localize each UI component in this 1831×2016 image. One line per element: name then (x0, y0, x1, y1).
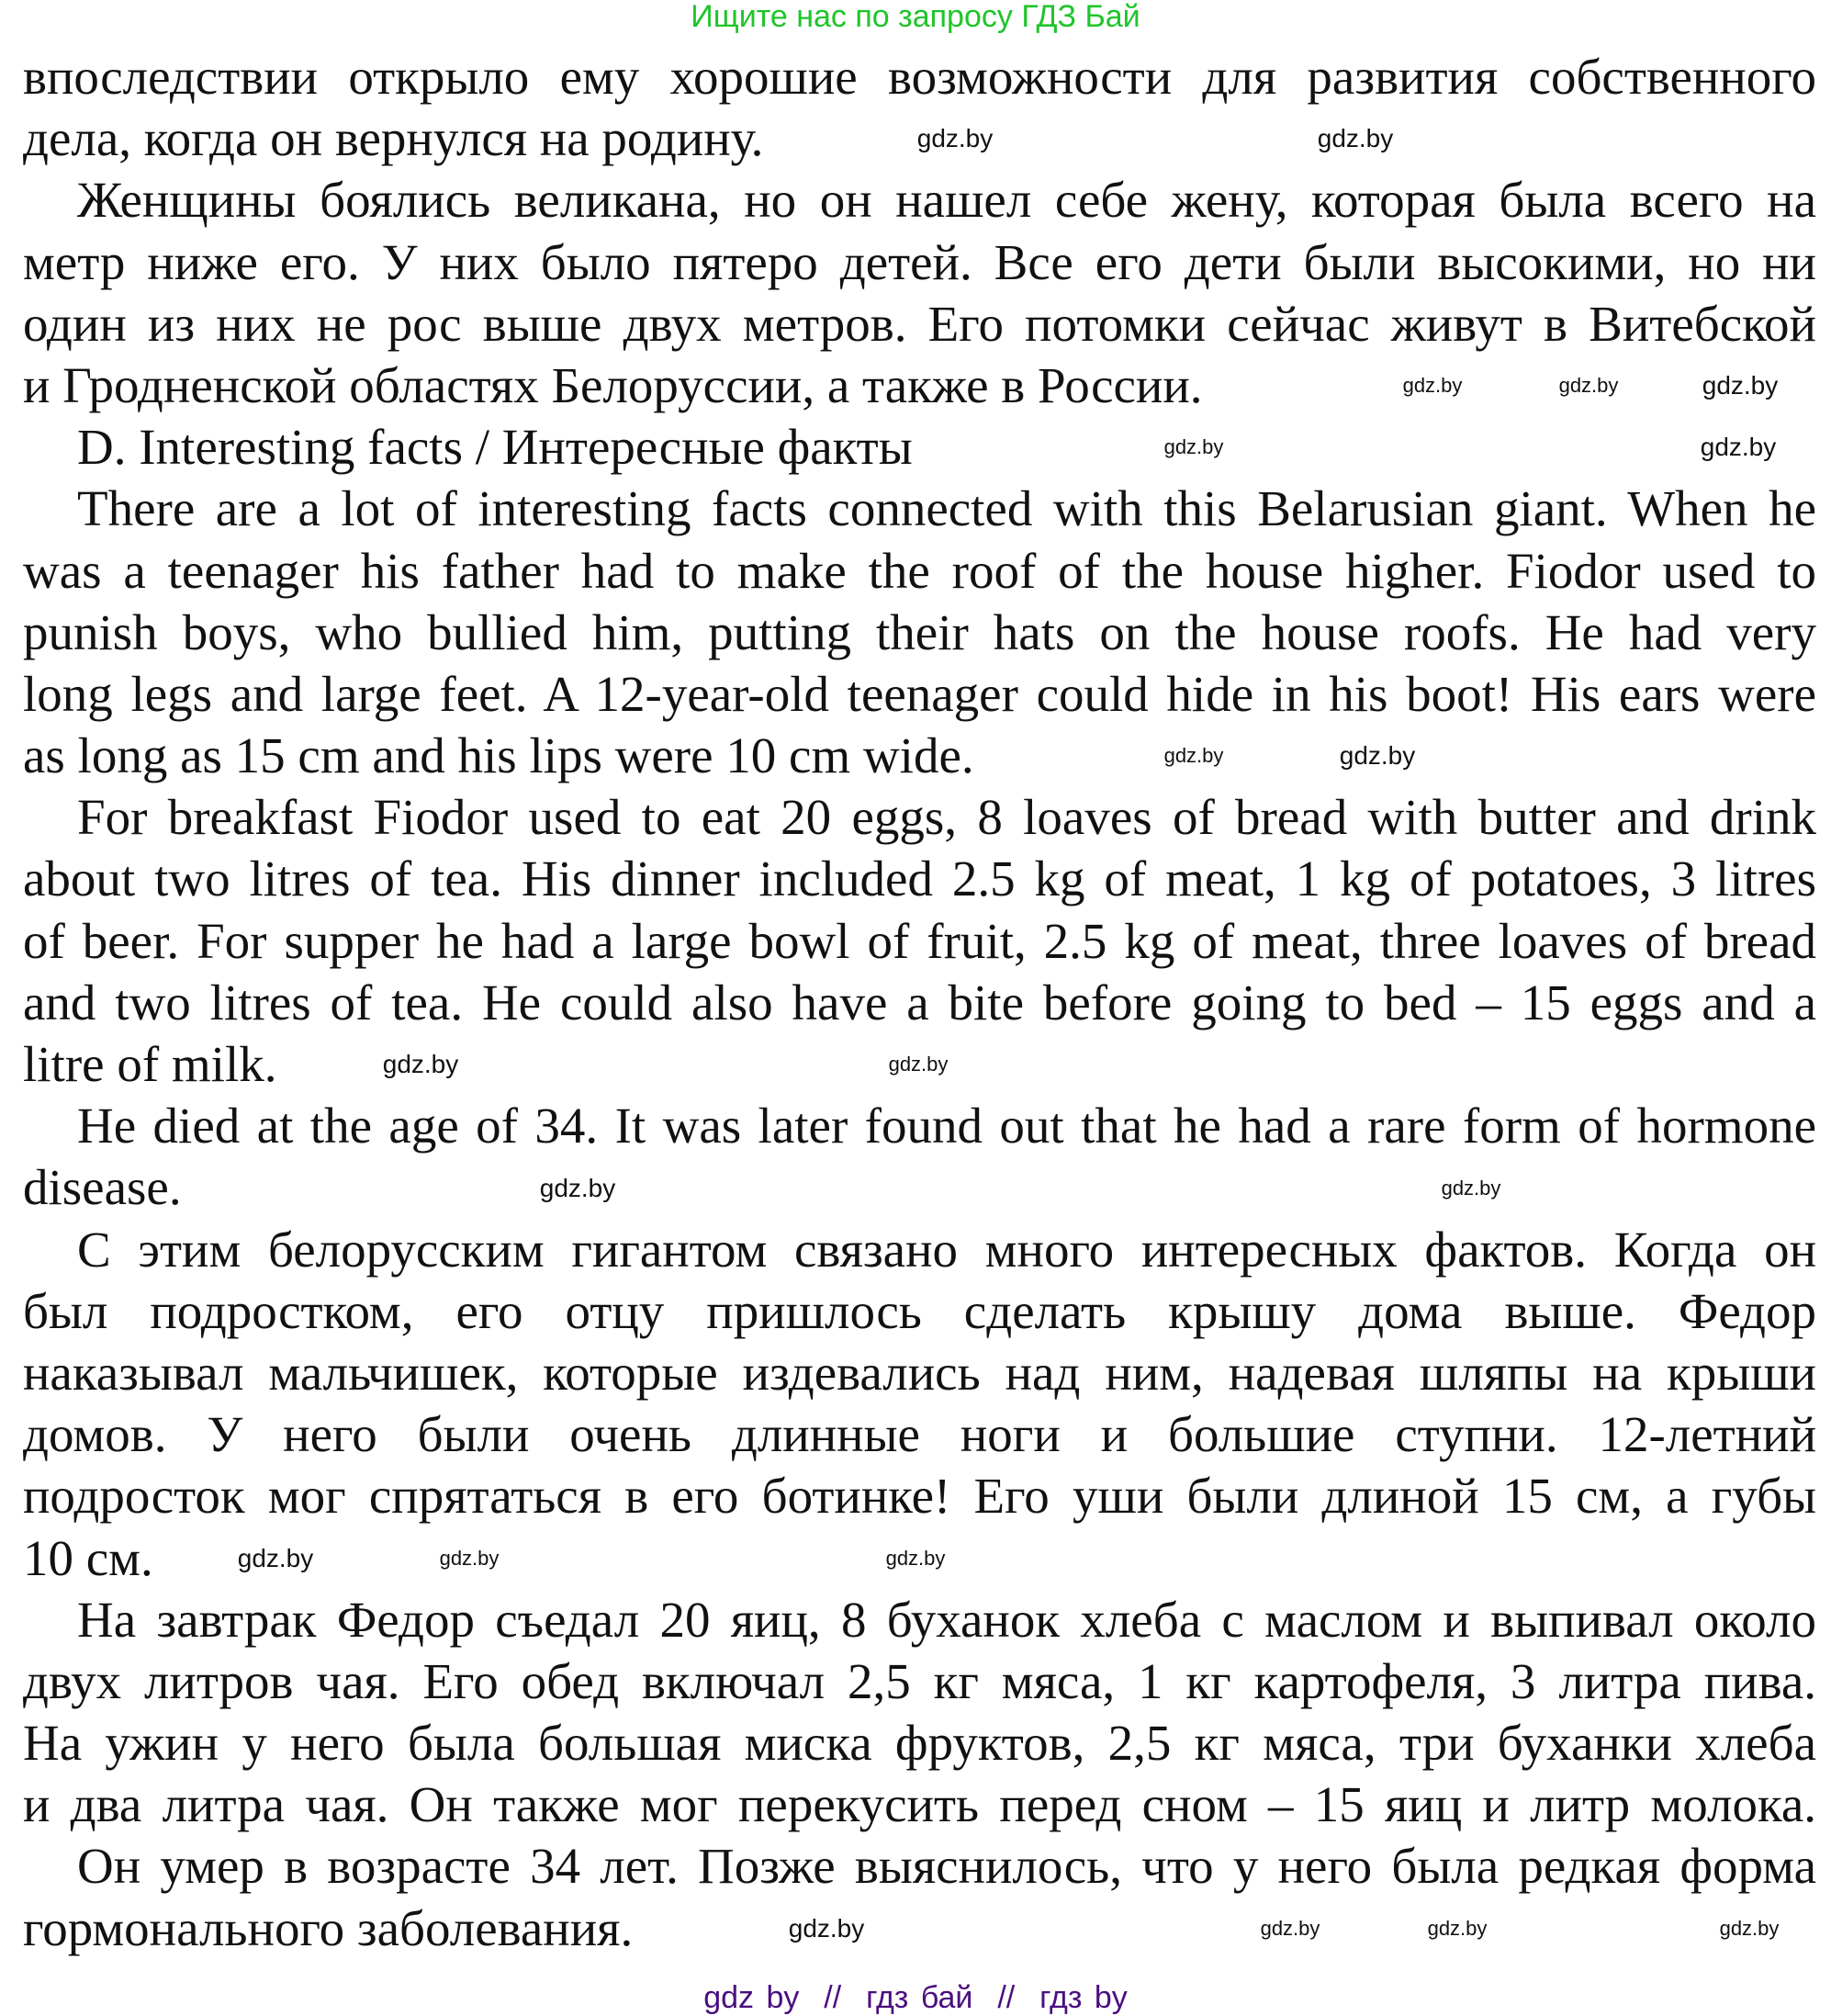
watermark: gdz.by (888, 1053, 949, 1076)
text-line: long legs and large feet. A 12-year-old teenager could hide in his boot! His ears were (23, 665, 1816, 722)
text-line: For breakfast Fiodor used to eat 20 eggs, 8 loaves of bread with butter and drink (77, 789, 1816, 846)
text-line: наказывал мальчишек, которые издевались над ним, надевая шляпы на крыши (23, 1344, 1816, 1401)
text-line: подросток мог спрятаться в его ботинке! Его уши были длиной 15 см, а губы (23, 1468, 1816, 1525)
section-heading: D. Interesting facts / Интересные факты (77, 419, 913, 476)
watermark: gdz.by (1427, 1917, 1488, 1940)
text-line: С этим белорусским гигантом связано много интересных фактов. Когда он (77, 1221, 1816, 1278)
text-line: of beer. For supper he had a large bowl of fruit, 2.5 kg of meat, three loaves of bread (23, 912, 1816, 969)
text-line: и два литра чая. Он также мог перекусить перед сном – 15 яиц и литр молока. (23, 1776, 1816, 1833)
watermark: gdz.by (1558, 374, 1619, 397)
text-line: был подростком, его отцу пришлось сделать крышу дома выше. Федор (23, 1282, 1816, 1339)
text-line: He died at the age of 34. It was later found out that he had a rare form of hormone (77, 1098, 1816, 1154)
text-line: 10 см. (23, 1529, 153, 1586)
watermark: gdz.by (788, 1914, 865, 1943)
text-line: и Гродненской областях Белоруссии, а также в России. (23, 356, 1203, 413)
text-line: метр ниже его. У них было пятеро детей. Все его дети были высокими, но ни (23, 233, 1816, 290)
watermark: gdz.by (916, 124, 994, 152)
watermark: gdz.by (382, 1050, 459, 1078)
text-line: disease. (23, 1159, 182, 1216)
text-line: litre of milk. (23, 1036, 277, 1092)
text-line: домов. У него были очень длинные ноги и большие ступни. 12-летний (23, 1406, 1816, 1463)
watermark: gdz.by (885, 1547, 946, 1570)
text-line: Он умер в возрасте 34 лет. Позже выяснилось, что у него была редкая форма (77, 1838, 1816, 1895)
text-line: There are a lot of interesting facts connected with this Belarusian giant. When he (77, 480, 1816, 537)
text-line: двух литров чая. Его обед включал 2,5 кг мяса, 1 кг картофеля, 3 литра пива. (23, 1652, 1816, 1709)
text-line: гормонального заболевания. (23, 1899, 634, 1956)
watermark: gdz.by (1163, 435, 1224, 458)
text-line: and two litres of tea. He could also have a bite before going to bed – 15 eggs and a (23, 974, 1816, 1031)
watermark: gdz.by (1163, 744, 1224, 767)
watermark: gdz.by (1260, 1917, 1320, 1940)
watermark: gdz.by (1719, 1917, 1780, 1940)
text-line: as long as 15 cm and his lips were 10 cm wide. (23, 727, 974, 784)
text-line: один из них не рос выше двух метров. Его потомки сейчас живут в Витебской (23, 295, 1816, 352)
text-line: punish boys, who bullied him, putting their hats on the house roofs. He had very (23, 603, 1816, 660)
search-banner: Ищите нас по запросу ГДЗ Бай (691, 0, 1140, 34)
watermark: gdz.by (1339, 741, 1416, 770)
watermark: gdz.by (1700, 433, 1777, 461)
watermark: gdz.by (237, 1544, 314, 1572)
footer-links-text[interactable]: gdz by // гдз бай // гдз by (703, 1980, 1128, 2015)
watermark: gdz.by (1441, 1177, 1501, 1199)
document-body (23, 46, 1816, 1959)
watermark: gdz.by (1317, 124, 1394, 152)
text-line: was a teenager his father had to make the roof of the house higher. Fiodor used to (23, 542, 1816, 599)
watermark: gdz.by (539, 1174, 616, 1202)
text-line: Женщины боялись великана, но он нашел себе жену, которая была всего на (77, 172, 1816, 229)
watermark: gdz.by (1702, 371, 1779, 400)
footer-links[interactable] (0, 1979, 1831, 2016)
text-line: about two litres of tea. His dinner included 2.5 kg of meat, 1 kg of potatoes, 3 litres (23, 850, 1816, 907)
watermark: gdz.by (1402, 374, 1463, 397)
text-line: впоследствии открыло ему хорошие возможности для развития собственного (23, 49, 1816, 105)
text-line: дела, когда он вернулся на родину. (23, 110, 764, 167)
watermark: gdz.by (439, 1547, 500, 1570)
text-line: На ужин у него была большая миска фруктов, 2,5 кг мяса, три буханки хлеба (23, 1715, 1816, 1772)
text-line: На завтрак Федор съедал 20 яиц, 8 буханок хлеба с маслом и выпивал около (77, 1591, 1816, 1648)
